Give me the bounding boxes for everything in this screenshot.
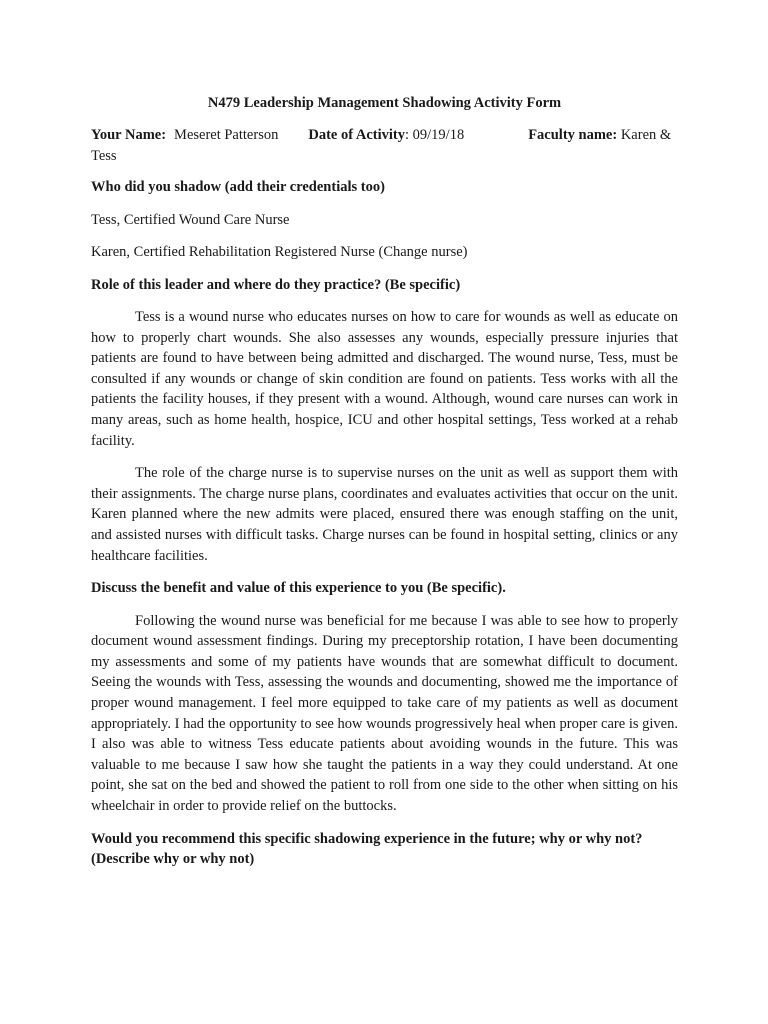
your-name-value: Meseret Patterson <box>174 127 279 143</box>
who-heading: Who did you shadow (add their credentials too) <box>91 179 385 195</box>
role-paragraph-1: Tess is a wound nurse who educates nurses on how to care for wounds as well as educate on how to properly chart wounds. She also assesses any wounds, especially pressure injuries that patients are found to have between being admitted and discharged. The wound nurse, Tess, must be consulted if any wounds or change of skin condition are found on patients. Tess works with all the patients the facility houses, if they present with a wound. Although, wound care nurses can work in many areas, such as home health, hospice, ICU and other hospital settings, Tess worked at a rehab facility. <box>91 309 678 449</box>
faculty-label: Faculty name: <box>528 127 618 143</box>
document-page <box>91 93 678 882</box>
date-value: : 09/19/18 <box>404 127 465 143</box>
role-paragraph-2: The role of the charge nurse is to supervise nurses on the unit as well as support them with their assignments. The charge nurse plans, coordinates and evaluates activities that occur on the unit. Karen planned where the new admits were placed, ensured there was enough staffing on the unit, and assisted nurses with difficult tasks. Charge nurses can be found in hospital setting, clinics or any healthcare facilities. <box>91 465 678 564</box>
header-info-line <box>91 125 678 166</box>
recommend-heading: Would you recommend this specific shadowing experience in the future; why or why not? (Describe why or why not) <box>91 830 643 868</box>
faculty-value: Karen & Tess <box>91 127 672 164</box>
who-line-2: Karen, Certified Rehabilitation Registered Nurse (Change nurse) <box>91 244 468 260</box>
benefit-heading: Discuss the benefit and value of this experience to you (Be specific). <box>91 580 506 597</box>
who-line-1: Tess, Certified Wound Care Nurse <box>91 211 290 228</box>
form-title: N479 Leadership Management Shadowing Activity Form <box>207 95 562 111</box>
role-heading: Role of this leader and where do they practice? (Be specific) <box>91 276 461 293</box>
date-label: Date of Activity <box>308 127 405 143</box>
benefit-paragraph-1: Following the wound nurse was beneficial for me because I was able to see how to properly document wound assessment findings. During my preceptorship rotation, I have been documenting my assessments and some of my patients have wounds that are somewhat difficult to document. Seeing the wounds with Tess, assessing the wounds and documenting, showed me the importance of proper wound management. I feel more equipped to take care of my patients as well as document appropriately. I had the opportunity to see how wounds progressively heal when proper care is given. I also was able to witness Tess educate patients about avoiding wounds in the future. This was valuable to me because I saw how she taught the patients in a way they could understand. At one point, she sat on the bed and showed the patient to roll from one side to the other when sitting on his wheelchair in order to provide relief on the buttocks. <box>91 612 678 814</box>
your-name-label: Your Name: <box>91 127 167 143</box>
